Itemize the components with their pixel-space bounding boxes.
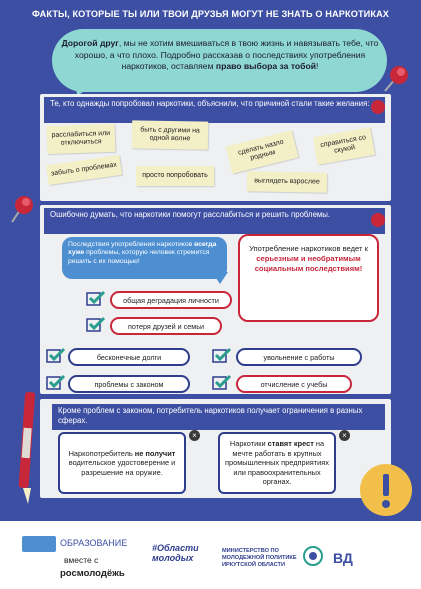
check-icon <box>212 374 232 391</box>
close-icon[interactable]: × <box>189 430 200 441</box>
reason-note: быть с другими на одной волне <box>132 120 208 149</box>
pushpin-icon <box>8 192 38 228</box>
reason-note: расслабиться или отключиться <box>47 124 116 154</box>
warning-icon <box>356 460 416 520</box>
restrictions-header: Кроме проблем с законом, потребитель наркотиков получает ограничения в разных сферах. <box>52 404 385 430</box>
emblem-icon <box>302 545 324 567</box>
rosmol-label: росмолодёжь <box>60 568 125 579</box>
consequence-pill: отчисление с учебы <box>236 375 352 393</box>
reason-note: справиться со скукой <box>313 127 375 165</box>
vd-logo: ВД <box>333 550 353 566</box>
consequences-header: Ошибочно думать, что наркотики помогут расслабиться и решить проблемы. <box>44 208 385 234</box>
reason-note: забыть о проблемах <box>46 155 122 185</box>
pin-icon <box>371 213 385 227</box>
logo-icon <box>22 536 56 552</box>
check-icon <box>86 316 106 333</box>
pushpin-icon <box>381 61 413 97</box>
pin-icon <box>371 100 385 114</box>
pen-icon <box>17 388 37 506</box>
reason-note: сделать назло родным <box>226 130 299 174</box>
ministry-label: МИНИСТЕРСТВО ПО МОЛОДЕЖНОЙ ПОЛИТИКЕ ИРКУТСКОЙ ОБЛАСТИ <box>222 548 297 568</box>
reason-note: просто попробовать <box>136 166 214 186</box>
reason-note: выглядеть взрослее <box>247 171 327 192</box>
regions-logo: #Области молодых <box>152 543 199 563</box>
edu-label: ОБРАЗОВАНИЕ <box>60 538 128 548</box>
reasons-header: Те, кто однажды попробовал наркотики, объяснили, что причиной стали такие желания: <box>44 97 385 123</box>
intro-text: Дорогой друг, мы не хотим вмешиваться в твою жизнь и навязывать тебе, что хорошо, а что плохо. Подробно рассказав о последствиях употребления наркотиков, оставляем право выбора за тобой! <box>61 38 379 71</box>
check-icon <box>86 290 106 307</box>
page-title: ФАКТЫ, КОТОРЫЕ ТЫ ИЛИ ТВОИ ДРУЗЬЯ МОГУТ НЕ ЗНАТЬ О НАРКОТИКАХ <box>31 9 390 19</box>
check-icon <box>46 347 66 364</box>
consequence-pill: бесконечные долги <box>68 348 190 366</box>
check-icon <box>212 347 232 364</box>
check-icon <box>46 374 66 391</box>
bubble-tail <box>212 272 228 284</box>
license-card: Наркопотребитель не получит водительское удостоверение и разрешение на оружие. <box>58 432 186 494</box>
consequence-pill: проблемы с законом <box>68 375 190 393</box>
consequence-pill: увольнение с работы <box>236 348 362 366</box>
close-icon[interactable]: × <box>339 430 350 441</box>
worse-bubble: Последствия употребления наркотиков всегда хуже проблемы, которую человек стремится решить с их помощью! <box>62 237 227 279</box>
social-consequences-card: Употребление наркотиков ведет к серьезным и необратимым социальным последствиям! <box>238 234 379 322</box>
consequence-pill: общая деградация личности <box>110 291 232 309</box>
consequence-pill: потеря друзей и семьи <box>110 317 222 335</box>
career-card: Наркотики ставят крест на мечте работать в крупных промышленных предприятиях или правоохранительных органах. <box>218 432 336 494</box>
together-label: вместе с <box>64 555 99 565</box>
